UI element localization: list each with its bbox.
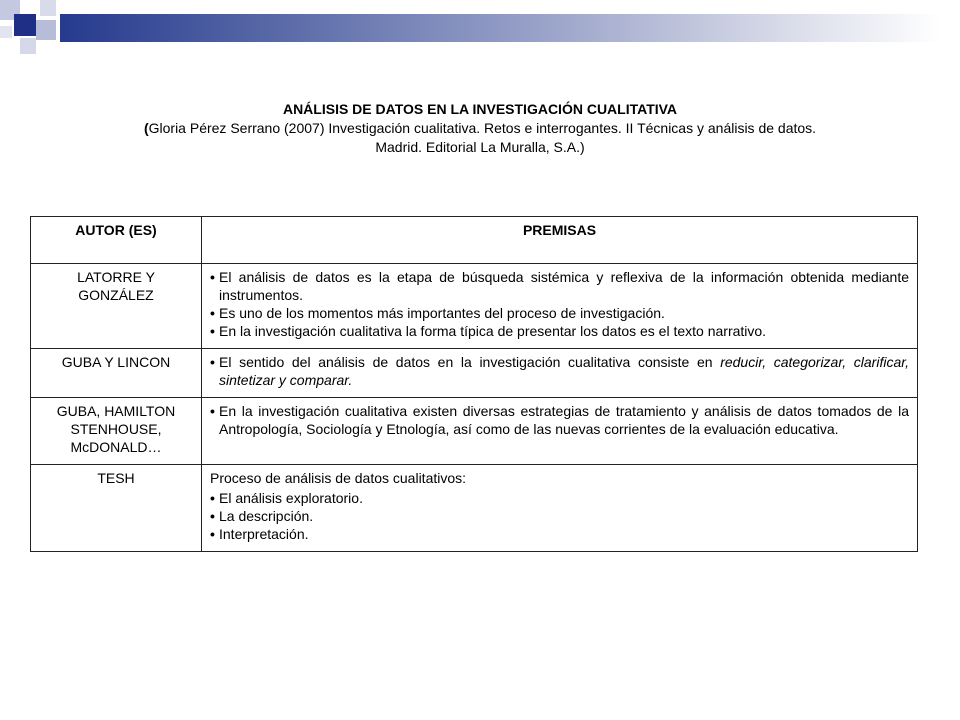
deco-square [36, 20, 56, 40]
citation-text: Gloria Pérez Serrano (2007) Investigación cualitativa. Retos e interrogantes. II Técnicas y análisis de datos. [148, 120, 817, 136]
premise-list [210, 353, 909, 389]
premises-table [30, 216, 918, 552]
premise-list [210, 489, 909, 543]
premise-text: El sentido del análisis de datos en la investigación cualitativa consiste en [219, 354, 721, 370]
author-cell: GUBA, HAMILTON STENHOUSE, McDONALD… [31, 398, 202, 465]
author-cell: TESH [31, 465, 202, 552]
table-row [31, 398, 918, 465]
header-premises: PREMISAS [202, 217, 918, 264]
table-row [31, 349, 918, 398]
table-row [31, 264, 918, 349]
premise-bullet: • En la investigación cualitativa existen diversas estrategias de tratamiento y análisis de datos tomados de la Antropología, Sociología y Etnología, así como de las nuevas corrientes de la evaluación educativa. [210, 402, 909, 438]
premise-italic-text: reducir, categorizar, clarificar, sintetizar y comparar. [219, 354, 910, 388]
premise-cell [202, 465, 918, 552]
deco-square [14, 14, 36, 36]
author-cell: GUBA Y LINCON [31, 349, 202, 398]
deco-square [40, 0, 56, 16]
slide-title: ANÁLISIS DE DATOS EN LA INVESTIGACIÓN CUALITATIVA [282, 101, 678, 117]
premise-bullet: • En la investigación cualitativa la forma típica de presentar los datos es el texto narrativo. [210, 322, 909, 340]
author-cell: LATORRE Y GONZÁLEZ [31, 264, 202, 349]
premise-intro: Proceso de análisis de datos cualitativos: [210, 470, 467, 486]
citation-open-paren: ( [143, 120, 149, 136]
premise-bullet [210, 353, 909, 389]
premise-list [210, 268, 909, 340]
header-author: AUTOR (ES) [31, 217, 202, 264]
premise-bullet: • Interpretación. [210, 525, 909, 543]
table-row [31, 465, 918, 552]
premise-cell [202, 264, 918, 349]
citation-line2: Madrid. Editorial La Muralla, S.A.) [375, 139, 585, 155]
premise-bullet: • Es uno de los momentos más importantes del proceso de investigación. [210, 304, 909, 322]
table-header-row [31, 217, 918, 264]
deco-square [0, 26, 12, 38]
decorative-gradient-band [60, 14, 940, 42]
premise-bullet: • El análisis de datos es la etapa de búsqueda sistémica y reflexiva de la información obtenida mediante instrumentos. [210, 268, 909, 304]
deco-square [20, 38, 36, 54]
premise-cell [202, 398, 918, 465]
premise-list [210, 402, 909, 438]
slide-header [60, 100, 900, 157]
premise-cell [202, 349, 918, 398]
premise-bullet: • El análisis exploratorio. [210, 489, 909, 507]
citation [60, 119, 900, 157]
premise-bullet: • La descripción. [210, 507, 909, 525]
